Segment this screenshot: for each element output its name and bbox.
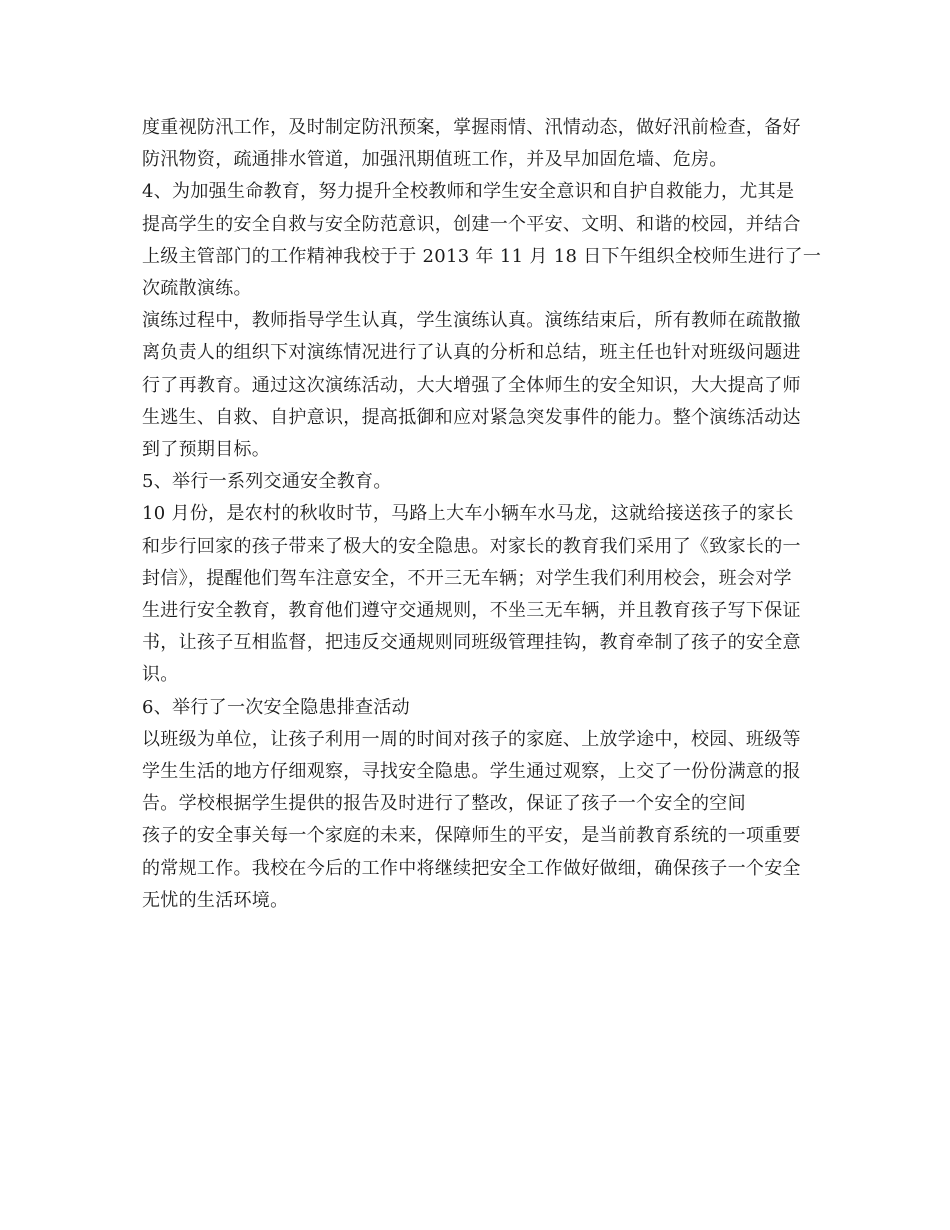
document-body [142, 112, 822, 917]
text-line: 无忧的生活环境。 [142, 889, 289, 911]
text-line: 以班级为单位，让孩子利用一周的时间对孩子的家庭、上放学途中，校园、班级等 [142, 728, 801, 750]
text-line: 孩子的安全事关每一个家庭的未来，保障师生的平安，是当前教育系统的一项重要 [142, 825, 801, 847]
text-line: 行了再教育。通过这次演练活动，大大增强了全体师生的安全知识，大大提高了师 [142, 374, 801, 396]
text-line: 告。学校根据学生提供的报告及时进行了整改，保证了孩子一个安全的空间 [142, 793, 746, 815]
text-line: 生进行安全教育，教育他们遵守交通规则，不坐三无车辆，并且教育孩子写下保证 [142, 600, 801, 622]
text-line: 度重视防汛工作，及时制定防汛预案，掌握雨情、汛情动态，做好汛前检查，备好 [142, 117, 801, 138]
text-line: 离负责人的组织下对演练情况进行了认真的分析和总结，班主任也针对班级问题进 [142, 342, 801, 364]
text-line: 上级主管部门的工作精神我校于于 2013 年 11 月 18 日下午组织全校师生进行了一 [142, 245, 822, 267]
text-line: 次疏散演练。 [142, 278, 252, 300]
text-line: 防汛物资，疏通排水管道，加强汛期值班工作，并及早加固危墙、危房。 [142, 149, 728, 171]
text-line: 学生生活的地方仔细观察，寻找安全隐患。学生通过观察，上交了一份份满意的报 [142, 761, 801, 783]
text-line: 4、为加强生命教育，努力提升全校教师和学生安全意识和自护自救能力，尤其是 [142, 181, 795, 203]
text-line: 封信》，提醒他们驾车注意安全，不开三无车辆；对学生我们利用校会，班会对学 [142, 567, 792, 589]
text-line: 生逃生、自救、自护意识，提高抵御和应对紧急突发事件的能力。整个演练活动达 [142, 406, 801, 428]
text-line: 5、举行一系列交通安全教育。 [142, 471, 392, 493]
text-line: 书，让孩子互相监督，把违反交通规则同班级管理挂钩，教育牵制了孩子的安全意 [142, 632, 801, 654]
text-line: 的常规工作。我校在今后的工作中将继续把安全工作做好做细，确保孩子一个安全 [142, 857, 801, 879]
text-line: 和步行回家的孩子带来了极大的安全隐患。对家长的教育我们采用了《致家长的一 [142, 535, 801, 557]
text-line: 到了预期目标。 [142, 439, 271, 461]
text-line: 识。 [142, 664, 179, 686]
text-line: 10 月份，是农村的秋收时节，马路上大车小辆车水马龙，这就给接送孩子的家长 [142, 503, 794, 525]
text-line: 6、举行了一次安全隐患排查活动 [142, 696, 410, 718]
text-line: 提高学生的安全自救与安全防范意识，创建一个平安、文明、和谐的校园，并结合 [142, 213, 801, 235]
text-line: 演练过程中，教师指导学生认真，学生演练认真。演练结束后，所有教师在疏散撤 [142, 310, 801, 332]
